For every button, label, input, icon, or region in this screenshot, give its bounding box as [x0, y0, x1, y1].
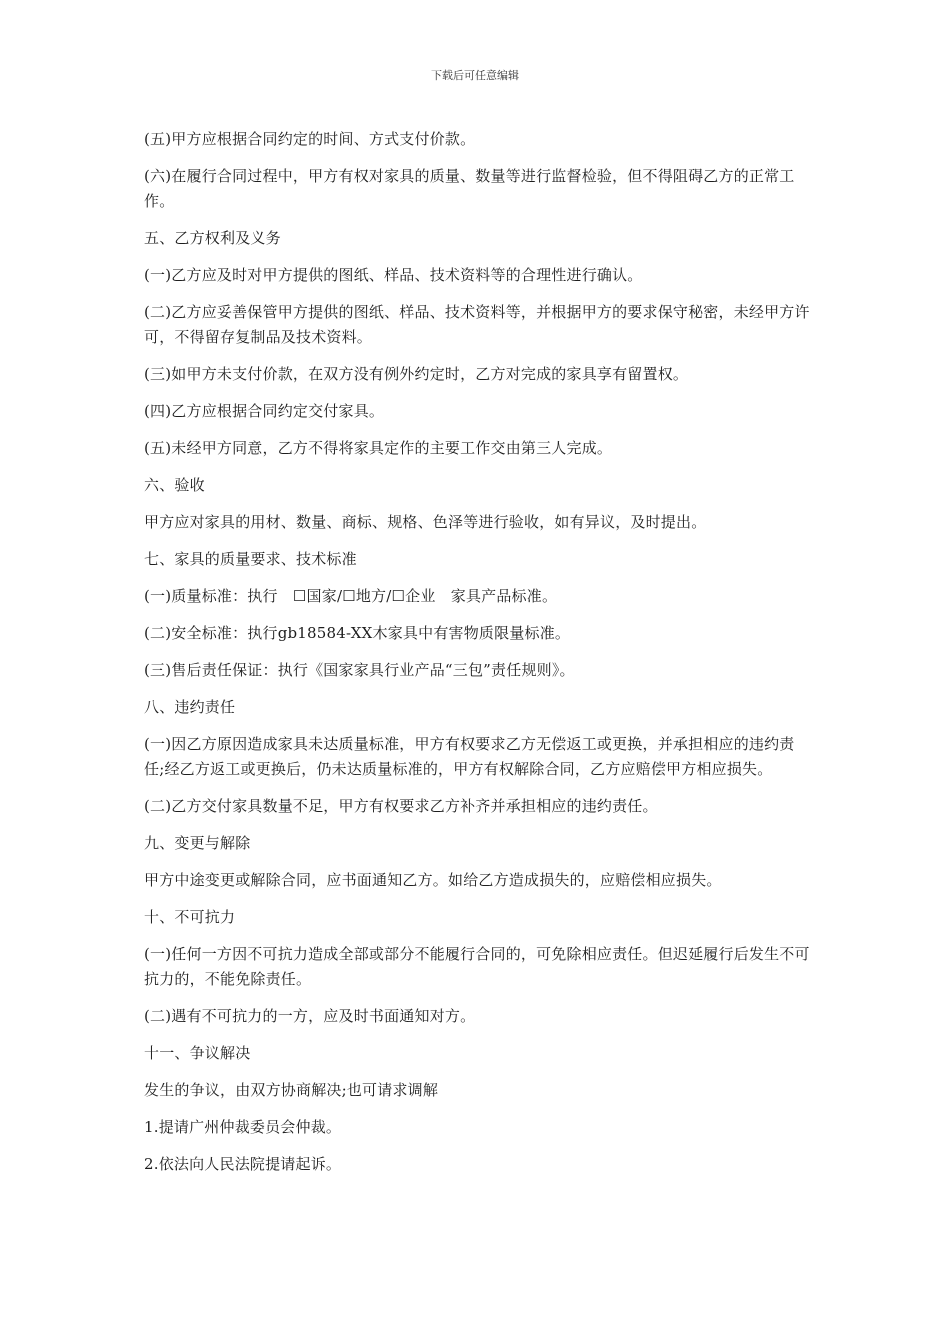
clause-paragraph: (五)未经甲方同意，乙方不得将家具定作的主要工作交由第三人完成。 — [144, 439, 613, 457]
clause-paragraph: (一)任何一方因不可抗力造成全部或部分不能履行合同的，可免除相应责任。但迟延履行后发生不可抗力的，不能免除责任。 — [144, 945, 810, 988]
clause-paragraph: 1.提请广州仲裁委员会仲裁。 — [144, 1118, 342, 1136]
clause-paragraph: (三)如甲方未支付价款，在双方没有例外约定时，乙方对完成的家具享有留置权。 — [144, 365, 689, 383]
clause-paragraph: (一)乙方应及时对甲方提供的图纸、样品、技术资料等的合理性进行确认。 — [144, 266, 643, 284]
clause-paragraph: (五)甲方应根据合同约定的时间、方式支付价款。 — [144, 130, 476, 148]
section-heading: 十一、争议解决 — [144, 1044, 251, 1062]
clause-paragraph: (二)安全标准：执行gb18584-XX木家具中有害物质限量标准。 — [144, 624, 571, 642]
clause-paragraph: (四)乙方应根据合同约定交付家具。 — [144, 402, 385, 420]
clause-paragraph: 甲方中途变更或解除合同，应书面通知乙方。如给乙方造成损失的，应赔偿相应损失。 — [144, 871, 722, 889]
clause-paragraph: (一)质量标准：执行 ☐国家/☐地方/☐企业 家具产品标准。 — [144, 587, 558, 605]
clause-paragraph: (二)乙方交付家具数量不足，甲方有权要求乙方补齐并承担相应的违约责任。 — [144, 797, 658, 815]
clause-paragraph: 2.依法向人民法院提请起诉。 — [144, 1155, 342, 1173]
document-body — [144, 127, 814, 1189]
section-heading: 十、不可抗力 — [144, 908, 236, 926]
section-heading: 八、违约责任 — [144, 698, 236, 716]
section-heading: 六、验收 — [144, 476, 205, 494]
clause-paragraph: (三)售后责任保证：执行《国家家具行业产品“三包”责任规则》。 — [144, 661, 575, 679]
section-heading: 九、变更与解除 — [144, 834, 251, 852]
clause-paragraph: 发生的争议，由双方协商解决;也可请求调解 — [144, 1081, 439, 1099]
clause-paragraph: (六)在履行合同过程中，甲方有权对家具的质量、数量等进行监督检验，但不得阻碍乙方的正常工作。 — [144, 167, 795, 210]
clause-paragraph: (一)因乙方原因造成家具未达质量标准，甲方有权要求乙方无偿返工或更换，并承担相应的违约责任;经乙方返工或更换后，仍未达质量标准的，甲方有权解除合同，乙方应赔偿甲方相应损失。 — [144, 735, 795, 778]
clause-paragraph: (二)乙方应妥善保管甲方提供的图纸、样品、技术资料等，并根据甲方的要求保守秘密，未经甲方许可，不得留存复制品及技术资料。 — [144, 303, 810, 346]
page-header: 下载后可任意编辑 — [431, 69, 519, 82]
clause-paragraph: 甲方应对家具的用材、数量、商标、规格、色泽等进行验收，如有异议，及时提出。 — [144, 513, 707, 531]
section-heading: 五、乙方权利及义务 — [144, 229, 281, 247]
clause-paragraph: (二)遇有不可抗力的一方，应及时书面通知对方。 — [144, 1007, 476, 1025]
section-heading: 七、家具的质量要求、技术标准 — [144, 550, 357, 568]
